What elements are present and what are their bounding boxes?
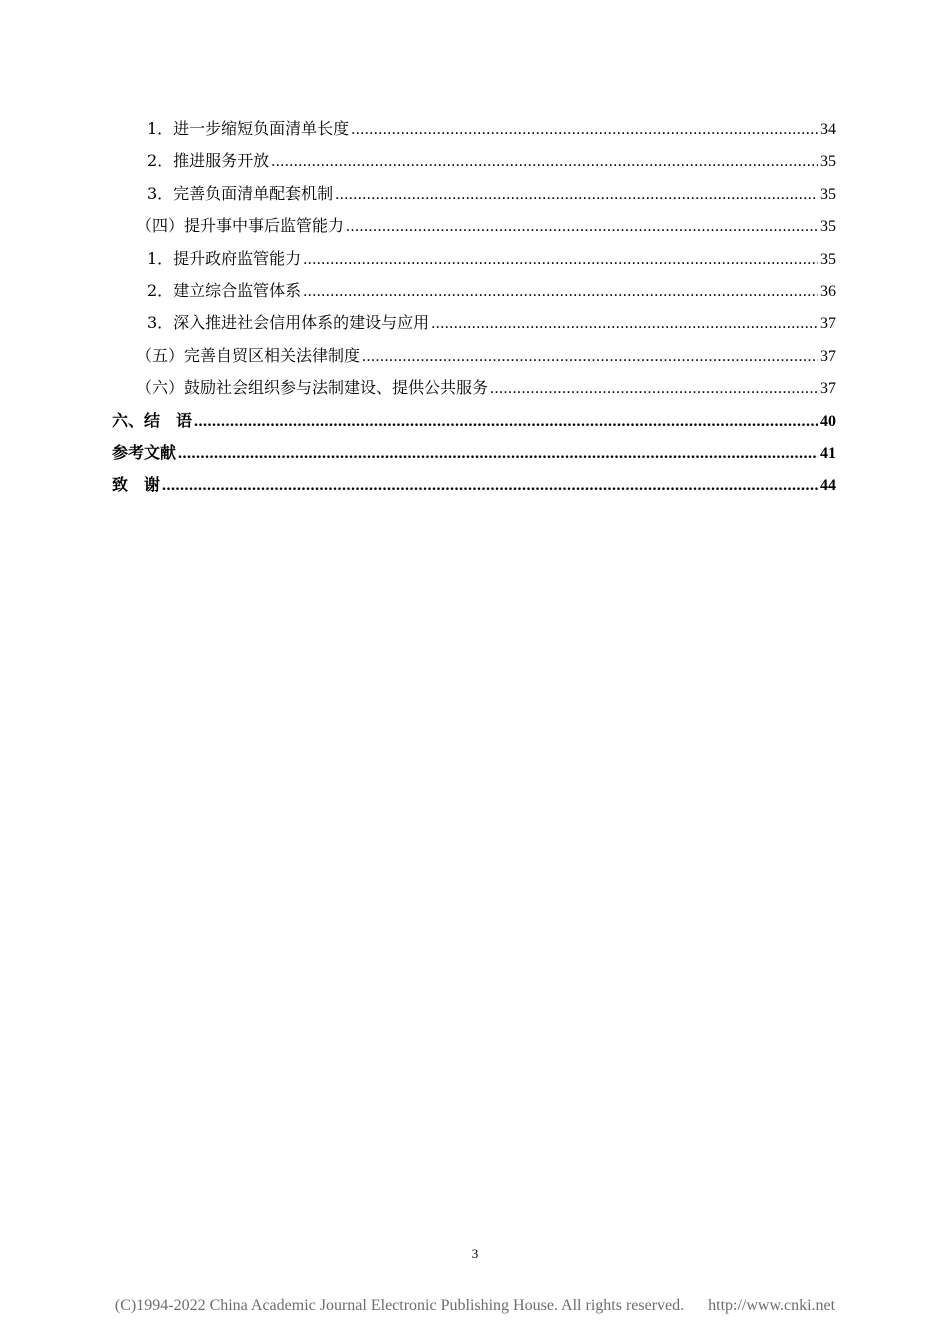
toc-entry[interactable] (112, 243, 836, 275)
dot-leader (303, 244, 818, 276)
toc-entry-page: 37 (820, 347, 836, 365)
dot-leader (362, 341, 818, 373)
page-number: 3 (471, 1246, 479, 1261)
toc-entry-label: 2．推进服务开放 (147, 151, 270, 171)
toc-entry-label: 2．建立综合监管体系 (147, 280, 302, 300)
toc-entry[interactable] (112, 469, 836, 501)
toc-entry-label: （六）鼓励社会组织参与法制建设、提供公共服务 (136, 378, 489, 398)
toc-entry[interactable] (112, 113, 836, 145)
toc-entry-page: 34 (820, 121, 836, 138)
toc-entry-page: 35 (820, 153, 836, 171)
toc-entry-label: （四）提升事中事后监管能力 (136, 216, 345, 236)
dot-leader (346, 211, 818, 243)
copyright-footer (0, 1297, 950, 1315)
toc-entry-label: 3．深入推进社会信用体系的建设与应用 (147, 313, 430, 333)
toc-entry-label: 3．完善负面清单配套机制 (147, 183, 334, 203)
toc-entry-page: 36 (820, 282, 836, 300)
table-of-contents (112, 113, 836, 502)
toc-entry-page: 40 (820, 412, 836, 430)
site-url[interactable]: http://www.cnki.net (708, 1297, 836, 1314)
toc-entry-page: 35 (820, 218, 836, 236)
toc-entry[interactable] (112, 210, 836, 242)
toc-entry-label: 致 谢 (112, 475, 161, 495)
toc-entry-page: 35 (820, 185, 836, 203)
dot-leader (351, 114, 818, 146)
toc-entry[interactable] (112, 275, 836, 307)
toc-entry[interactable] (112, 372, 836, 404)
toc-entry-label: （五）完善自贸区相关法律制度 (136, 345, 361, 365)
toc-entry-page: 37 (820, 380, 836, 398)
toc-entry[interactable] (112, 145, 836, 177)
dot-leader (271, 146, 818, 178)
dot-leader (178, 438, 818, 470)
toc-entry[interactable] (112, 340, 836, 372)
dot-leader (303, 276, 818, 308)
toc-entry-label: 1．提升政府监管能力 (147, 248, 302, 268)
toc-entry-page: 44 (820, 477, 836, 495)
dot-leader (335, 179, 818, 211)
toc-entry[interactable] (112, 307, 836, 339)
toc-entry-label: 参考文献 (112, 442, 177, 462)
toc-entry[interactable] (112, 178, 836, 210)
toc-entry-page: 41 (820, 444, 836, 462)
toc-entry-label: 1．进一步缩短负面清单长度 (147, 119, 350, 138)
copyright-text: (C)1994-2022 China Academic Journal Electronic Publishing House. All rights reserved. (114, 1297, 685, 1314)
toc-entry[interactable] (112, 437, 836, 469)
dot-leader (194, 406, 818, 438)
toc-entry-page: 35 (820, 250, 836, 268)
dot-leader (162, 470, 818, 502)
toc-entry[interactable] (112, 405, 836, 437)
toc-entry-label: 六、结 语 (112, 410, 193, 430)
dot-leader (490, 373, 818, 405)
dot-leader (431, 308, 818, 340)
toc-entry-page: 37 (820, 315, 836, 333)
